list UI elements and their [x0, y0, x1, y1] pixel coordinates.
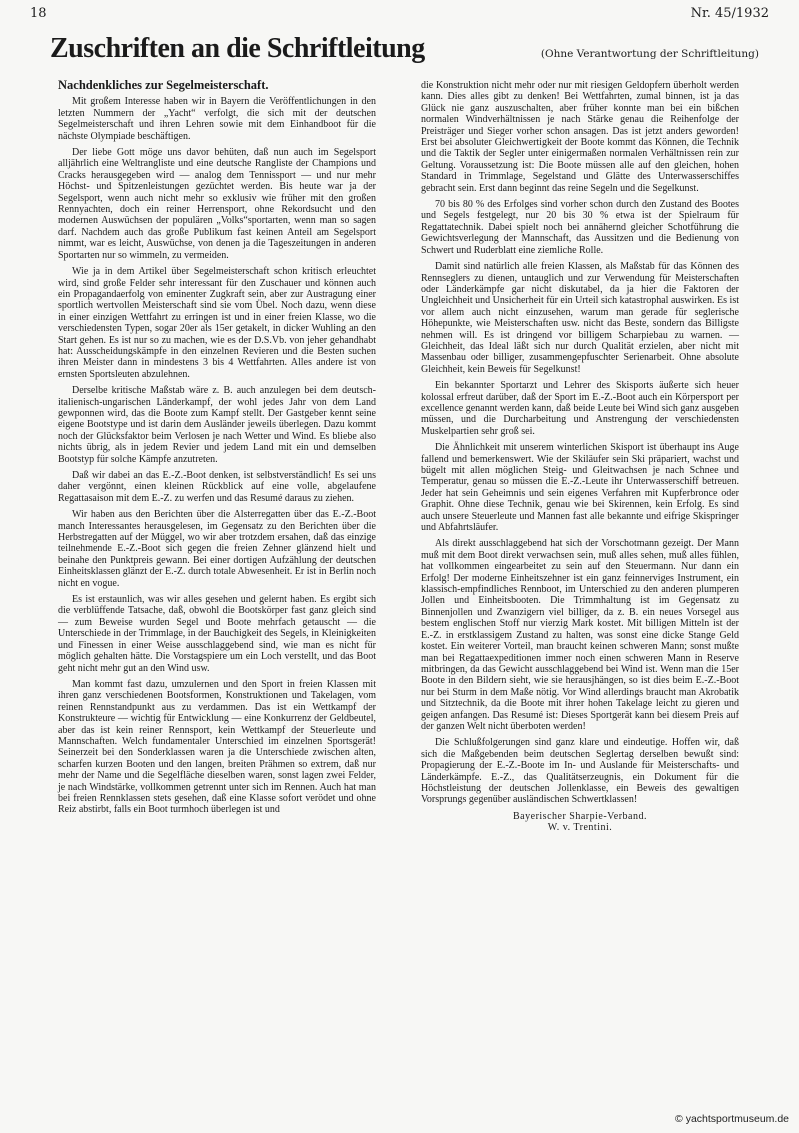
disclaimer: (Ohne Verantwortung der Schriftleitung) — [540, 48, 759, 60]
paragraph: Wir haben aus den Berichten über die Alsterregatten über das E.-Z.-Boot manch Interessantes herausgelesen, im Gegensatz zu den Berichten über die Herbstregatten auf der Müggel, wo wir aber trotzdem ersahen, daß das einzige teilnehmende E.-Z.-Boot sich gegen die freien Zehner glänzend hielt und beinahe den Punktpreis gewann. Bei einer dortigen Aufzählung der deutschen Einheitsklassen glänzt der E.-Z. durch totale Abwesenheit. Er ist in Berlin noch nicht en vogue. — [58, 509, 376, 589]
right-column — [421, 80, 739, 834]
paragraph: Damit sind natürlich alle freien Klassen, als Maßstab für das Können des Rennseglers zu dienen, untauglich und zur Verwendung für Meisterschaften oder Länderkämpfe gar nicht diskutabel, da ja hier die Faktoren der Ungleichheit und Unsicherheit für ein Urteil sich katastrophal auswirken. Es ist vor allem auch nicht einzusehen, warum man gerade für seglerische Höhepunkte, wie Meisterschaften usw. nicht das Beste, sondern das Billigste nehmen will. Es ist dringend vor billigem Scharpiebau zu warnen. — Gleichheit, das Ideal läßt sich nur durch Qualität erzielen, aber nicht mit Massenbau oder billiger, zusammengepfuschter Serienarbeit. Ohne absolute Gleichheit, kein Beweis für Segelkunst! — [421, 261, 739, 375]
paragraph: Die Ähnlichkeit mit unserem winterlichen Skisport ist überhaupt ins Auge fallend und bemerkenswert. Wie der Skiläufer sein Ski präpariert, wachst und bügelt mit allen möglichen Steig- und Gleitwachsen je nach Schnee und Temperatur, genau so müssen die E.-Z.-Leute ihr Unterwasserschiff betreuen. Jeder hat sein Geheimnis und sein eigenes Verfahren mit Kupferbronce oder Graphit. Ohne diese Technik, genau wie bei Skirennen, kein Erfolg. Es sind auch unsere Steuerleute und Mannen fast alle bekannte und eifrige Skispringer und Abfahrtsläufer. — [421, 442, 739, 534]
paragraph: die Konstruktion nicht mehr oder nur mit riesigen Geldopfern überholt werden kann. Dies alles gibt zu denken! Bei Wettfahrten, zumal binnen, ist ja das Glück nie ganz auszuschalten, aber früher konnte man bei ein bißchen normalen Windverhältnissen je nach Stärke genau die Reihenfolge der Preisträger und Sieger vorher schon ansagen. Das ist jetzt anders geworden! Erst bei absoluter Gleichwertigkeit der Boote kommt das Können, die Technik und die Taktik der Segler unter einigermaßen normalen Verhältnissen rein zur Geltung. Voraussetzung ist: Die Boote müssen alle auf den gleichen, hohen Standard in Trimmlage, Segelstand und Glätte des Unterwasserschiffes gebracht sein. Erst dann beginnt das reine Segeln und die Segelkunst. — [421, 80, 739, 194]
signature-name: W. v. Trentini. — [547, 822, 613, 834]
paragraph: 70 bis 80 % des Erfolges sind vorher schon durch den Zustand des Bootes und Segels festgelegt, nur 20 bis 30 % etwa ist der Spielraum für Regattatechnik. Dabei spielt noch bei annähernd gleicher Schotführung die Gewichtsverlegung der Mannschaft, das Aussitzen und die Bedienung von Schwert und Ruderblatt eine ziemliche Rolle. — [421, 199, 739, 256]
paragraph: Derselbe kritische Maßstab wäre z. B. auch anzulegen bei dem deutsch-italienisch-ungarischen Länderkampf, der wohl jedes Jahr von dem Land gewponnen wird, das die Boote zum Kampf stellt. Der Gastgeber kennt seine eigene Bootstype und ist darin dem Ausländer jeweils überlegen. Dazu kommt noch der Glücksfaktor beim Verlosen je nach Wetter und Wind. Es bliebe also nichts übrig, als in jedem Revier und jedem Land mit ein und demselben Bootstyp für solche Kämpfe anzutreten. — [58, 385, 376, 465]
left-column — [58, 80, 376, 821]
paragraph: Man kommt fast dazu, umzulernen und den Sport in freien Klassen mit ihren ganz verschiedenen Bootsformen, Konstruktionen und Takelagen, vom reinen Rennstandpunkt aus zu verdammen. Das ist ein Wettkampf der Konstrukteure — wichtig für Entwicklung — eine Konkurrenz der Geldbeutel, aber das ist kein reiner Rennsport, kein Wettkampf der Steuerleute und Mannschaften. Welch fundamentaler Unterschied im einzelnen Sportsgerät! Seinerzeit bei den Sonderklassen waren ja die Unterschiede zwischen alten, scharfen kurzen Booten und den langen, breiten Prähmen so extrem, daß nur mehr der Name und die Segelfläche dieselben waren, sonst lagen zwei Felder, je nach Windstärke, vollkommen getrennt unter sich im Rennen. Auch hat man bei freien Rennklassen stets gesehen, daß eine Klasse sofort verödet und ohne Reiz abstirbt, falls ein Boot turmhoch überlegen ist und — [58, 678, 376, 816]
paragraph: Als direkt ausschlaggebend hat sich der Vorschotmann gezeigt. Der Mann muß mit dem Boot direkt verwachsen sein, muß alles sehen, muß alles fühlen, hat vollkommen eingearbeitet zu sein auf den Steuermann. Nur dann ein Erfolg! Der moderne Einheitszehner ist ein ganz feinnerviges Instrument, ein klassisch-empfindliches Rennboot, im Unterschied zu den anderen plumperen Jollen und Einheitsbooten. Die Trimmhaltung ist im Gegensatz zu Binnenjollen und Zwanzigern viel billiger, da z. B. ein neues Vorsegel aus bestem englischen Stoff nur vierzig Mark kostet. Mit billigen Mitteln ist der E.-Z. in erstklassigem Zustand zu halten, was sonst eine dicke Stange Geld kostet. Ein weiterer Vorteil, man braucht keinen schweren Mann; sonst mußte man bei Regattaexpeditionen immer noch einen schweren Mann in Reserve mitbringen, da das Gewicht ausschlaggebend bei Wind ist. Wenn man die 15er Boote in den Bildern sieht, wie sie herausjhängen, so ist dies beim E.-Z.-Boot nur bei Sturm in dem Maße nötig. Vor Wind allerdings braucht man Akrobatik und Sitztechnik, da die Boote mit ihrer hohen Takelage leicht zu gieren und geigen anfangen. Das Resumé ist: Dieses Sportgerät kann bei diesem Preis auf der ganzen Welt nicht überboten werden! — [421, 538, 739, 732]
page-title: Zuschriften an die Schriftleitung — [50, 33, 425, 64]
issue-number: Nr. 45/1932 — [690, 6, 769, 21]
watermark: © yachtsportmuseum.de — [675, 1113, 789, 1125]
signature-organization: Bayerischer Sharpie-Verband. — [513, 810, 647, 822]
article-subtitle: Nachdenkliches zur Segelmeisterschaft. — [58, 78, 269, 92]
paragraph: Der liebe Gott möge uns davor behüten, daß nun auch im Segelsport alljährlich eine Weltrangliste und eine deutsche Rangliste der Champions und Cracks herausgegeben wird — analog dem Tennissport — und nur mehr Höchst- und Spitzenleistungen gezüchtet werden. Bis heute war ja der Segelsport, wenn auch nicht mehr so exklusiv wie früher mit den großen Rennyachten, doch ein reiner Herrensport, ohne Rekordsucht und den modernen Auswüchsen der populären „Volks“sportarten, wenn man so sagen darf. Nachdem auch das große Publikum fast keinen Anteil am Segelsport nimmt, war es leicht, Auswüchse, von denen ja die Tageszeitungen in anderen Sportarten nur so wimmeln, zu vermeiden. — [58, 147, 376, 261]
paragraph: Daß wir dabei an das E.-Z.-Boot denken, ist selbstverständlich! Es sei uns daher vergönnt, einen kleinen Rückblick auf eine volle, abgelaufene Regattasaison mit dem E.-Z. zu werfen und das Resumé daraus zu ziehen. — [58, 470, 376, 504]
paragraph: Es ist erstaunlich, was wir alles gesehen und gelernt haben. Es ergibt sich die verblüffende Tatsache, daß, obwohl die Bootskörper fast ganz gleich sind — zum Beweise wurden Segel und Boote mehrfach getauscht — die Unterschiede in der Trimmlage, in der Bauchigkeit des Segels, in Kleinigkeiten und Finessen in einer Weise ausschlaggebend sind, wie man es nicht für möglich gehalten hätte. Die Vorstagspiere um ein Loch verstellt, und das Boot geht nicht mehr gut an den Wind usw. — [58, 594, 376, 674]
paragraph: Mit großem Interesse haben wir in Bayern die Veröffentlichungen in den letzten Nummern der „Yacht“ verfolgt, die sich mit der deutschen Segelmeisterschaft und ihren Lehren sowie mit dem Einhandboot für die nächste Olympiade beschäftigen. — [58, 96, 376, 142]
paragraph: Wie ja in dem Artikel über Segelmeisterschaft schon kritisch erleuchtet wird, sind große Felder sehr interessant für den Zuschauer und können auch ein Propagandaerfolg von eminenter Zugkraft sein, aber zur Austragung einer sportlich wertvollen Meisterschaft sind sie vom Übel. Noch dazu, wenn diese in einer einzigen Wettfahrt zu erringen ist und in einer freien Klasse, wo die verschiedensten Typen, sogar 20er als 15er getakelt, in dicker Wuhling an den Start gehen. Es ist nur so zu machen, wie es der D.S.Vb. von jeher gehandhabt hat: Ausscheidungskämpfe in den einzelnen Revieren und die Besten suchen ihren Meister dann in mindestens 3 bis 4 Wettfahrten. Alles andere ist von ernsten Sportsleuten abzulehnen. — [58, 266, 376, 380]
paragraph: Die Schlußfolgerungen sind ganz klare und eindeutige. Hoffen wir, daß sich die Maßgebenden beim deutschen Seglertag derselben bewußt sind: Propagierung der E.-Z.-Boote im In- und Auslande für Meisterschafts- und Länderkämpfe. E.-Z., das Qualitätserzeugnis, ein Dokument für die Höchstleistung der deutschen Jollenklasse, ein Beweis des gewaltigen Vorsprungs gegenüber ausländischen Schwertklassen! — [421, 737, 739, 806]
page-number: 18 — [30, 6, 47, 21]
paragraph: Ein bekannter Sportarzt und Lehrer des Skisports äußerte sich heuer kolossal erfreut darüber, daß der Sport im E.-Z.-Boot auch ein Körpersport per excellence genannt werden kann, daß beide Leute bei Wind sich ganz ausgeben müssen, und die Durcharbeitung und Anstrengung der verschiedensten Muskelpartien sehr groß sei. — [421, 380, 739, 437]
